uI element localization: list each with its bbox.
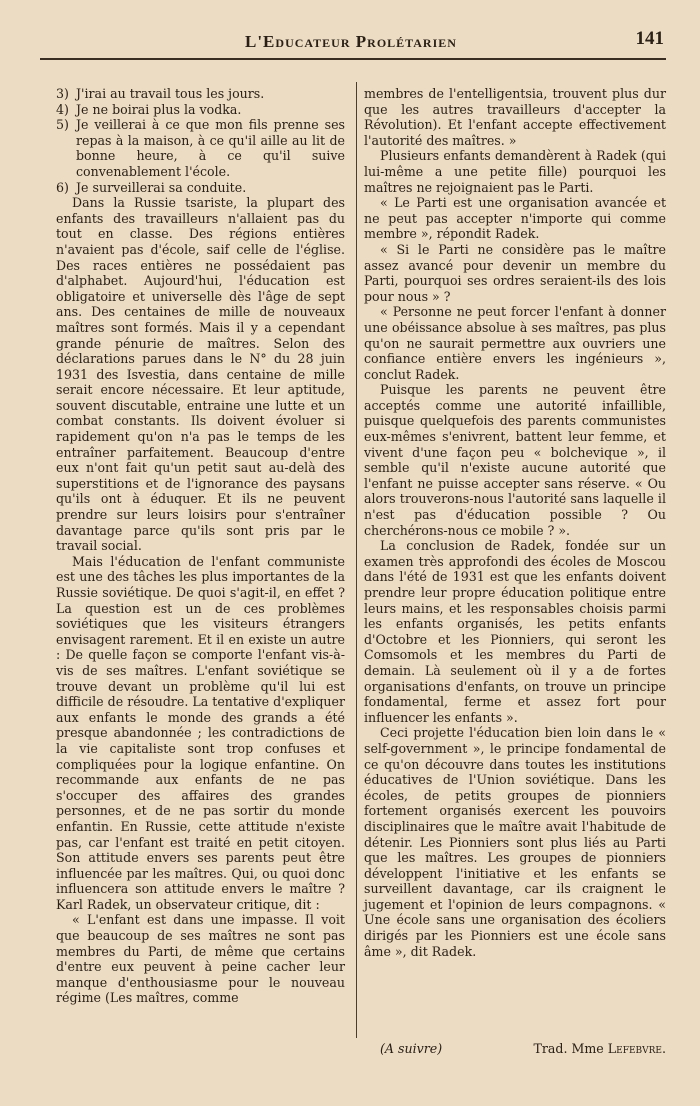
right-column [364,86,666,959]
running-header [40,28,666,60]
list-item-text: Je surveillerai sa conduite. [76,179,247,195]
paragraph: La conclusion de Radek, fondée sur un examen très approfondi des écoles de Moscou dans l'été de 1931 est que les enfants doivent prendre leur propre éducation politique entre leurs mains, et les responsables choisis parmi les enfants organisés, les petits enfants d'Octobre et les Pionniers, qui seront les Comsomols et les membres du Parti de demain. Là seulement où il y a de fortes organisations d'enfants, on trouve un principe fondamental, ferme et assez fort pour influencer les enfants ». [364,538,666,725]
paragraph: « Si le Parti ne considère pas le maître assez avancé pour devenir un membre du Parti, pourquoi ses ordres seraient-ils des lois pour nous » ? [364,241,666,304]
paragraph: Ceci projette l'éducation bien loin dans le « self-government », le principe fondamental de ce qu'on découvre dans toutes les institutions éducatives de l'Union soviétique. Dans les écoles, de petits groupes de pionniers fortement organisés exercent les pouvoirs disciplinaires que le maître avait l'habitude de détenir. Les Pionniers sont plus liés au Parti que les maîtres. Les groupes de pionniers développent l'initiative et les enfants se surveillent davantage, car ils craignent le jugement et l'opinion de leurs compagnons. « Une école sans une organisation des écoliers dirigés par les Pionniers est une école sans âme », dit Radek. [364,725,666,959]
journal-title: L'Educateur Prolétarien [245,32,457,51]
paragraph: Plusieurs enfants demandèrent à Radek (qui lui-même a une petite fille) pourquoi les maîtres ne rejoignaient pas le Parti. [364,148,666,195]
translator-prefix: Trad. Mme [533,1041,604,1056]
paragraph: « Personne ne peut forcer l'enfant à donner une obéissance absolue à ses maîtres, pas plus qu'on ne saurait permettre aux ouvriers une confiance entière envers les ingénieurs », conclut Radek. [364,304,666,382]
list-item-number: 3) [56,86,69,101]
left-column [56,86,345,1006]
translator-credit [533,1041,666,1056]
paragraph: Mais l'éducation de l'enfant communiste est une des tâches les plus importantes de la Russie soviétique. De quoi s'agit-il, en effet ? La question est un de ces problèmes soviétiques que les visiteurs étrangers envisagent rarement. Et il en existe un autre : De quelle façon se comporte l'enfant vis-à-vis de ses maîtres. L'enfant soviétique se trouve devant un problème qu'il lui est difficile de résoudre. La tentative d'expliquer aux enfants le monde des grands a été presque abandonnée ; les contradictions de la vie capitaliste sont trop confuses et compliquées pour la logique enfantine. On recommande aux enfants de ne pas s'occuper des affaires des grandes personnes, et de ne pas sortir du monde enfantin. En Russie, cette attitude n'existe pas, car l'enfant est traité en petit citoyen. Son attitude envers ses parents peut être influencée par les maîtres. Qui, ou quoi donc influencera son attitude envers le maître ? Karl Radek, un observateur critique, dit : [56,553,345,912]
paragraph: membres de l'entelligentsia, trouvent plus dur que les autres travailleurs d'accepter la Révolution). Et l'enfant accepte effectivement l'autorité des maîtres. » [364,86,666,148]
paragraph: Dans la Russie tsariste, la plupart des enfants des travailleurs n'allaient pas du tout en classe. Des régions entières n'avaient pas d'école, saif celle de l'église. Des races entières ne possédaient pas d'alphabet. Aujourd'hui, l'éducation est obligatoire et universelle dès l'âge de sept ans. Des centaines de mille de nouveaux maîtres sont formés. Mais il y a cependant grande pénurie de maîtres. Selon des déclarations parues dans le N° du 28 juin 1931 des Isvestia, dans centaine de mille serait encore nécessaire. Et leur aptitude, souvent discutable, entraine une lutte et un combat constants. Ils doivent évoluer si rapidement qu'on n'a pas le temps de les entraîner parfaitement. Beaucoup d'entre eux n'ont fait qu'un petit saut au-delà des superstitions et de l'ignorance des paysans qu'ils ont à éduquer. Et ils ne peuvent prendre sur leurs loisirs pour s'entraîner davantage parce qu'ils sont pris par le travail social. [56,195,345,554]
list-item-text: Je veillerai à ce que mon fils prenne ses repas à la maison, à ce qu'il aille au lit de bonne heure, à ce qu'il suive convenablement l'école. [76,117,345,179]
list-item-number: 5) [56,117,69,133]
list-item [56,117,345,179]
continued-note: (A suivre) [380,1041,443,1056]
page-number: 141 [635,28,664,49]
list-item [56,102,345,118]
column-divider [356,82,357,1038]
list-item-text: Je ne boirai plus la vodka. [76,101,242,117]
translator-name: Lefebvre. [607,1041,666,1056]
paragraph: « Le Parti est une organisation avancée et ne peut pas accepter n'importe qui comme membre », répondit Radek. [364,195,666,242]
list-item-number: 6) [56,179,69,195]
article-footer [364,1041,666,1059]
list-item [56,180,345,196]
list-item-text: J'irai au travail tous les jours. [76,86,265,101]
paragraph: « L'enfant est dans une impasse. Il voit que beaucoup de ses maîtres ne sont pas membres du Parti, de même que certains d'entre eux peuvent à peine cacher leur manque d'enthousiasme pour le nouveau régime (Les maîtres, comme [56,912,345,1006]
list-item-number: 4) [56,101,69,117]
paragraph: Puisque les parents ne peuvent être acceptés comme une autorité infaillible, puisque quelquefois des parents communistes eux-mêmes s'enivrent, battent leur femme, et vivent d'une façon peu « bolchevique », il semble qu'il n'existe aucune autorité que l'enfant ne puisse accepter sans réserve. « Ou alors trouverons-nous l'autorité sans laquelle il n'est pas d'éducation possible ? Ou cherchérons-nous ce mobile ? ». [364,382,666,538]
list-item [56,86,345,102]
